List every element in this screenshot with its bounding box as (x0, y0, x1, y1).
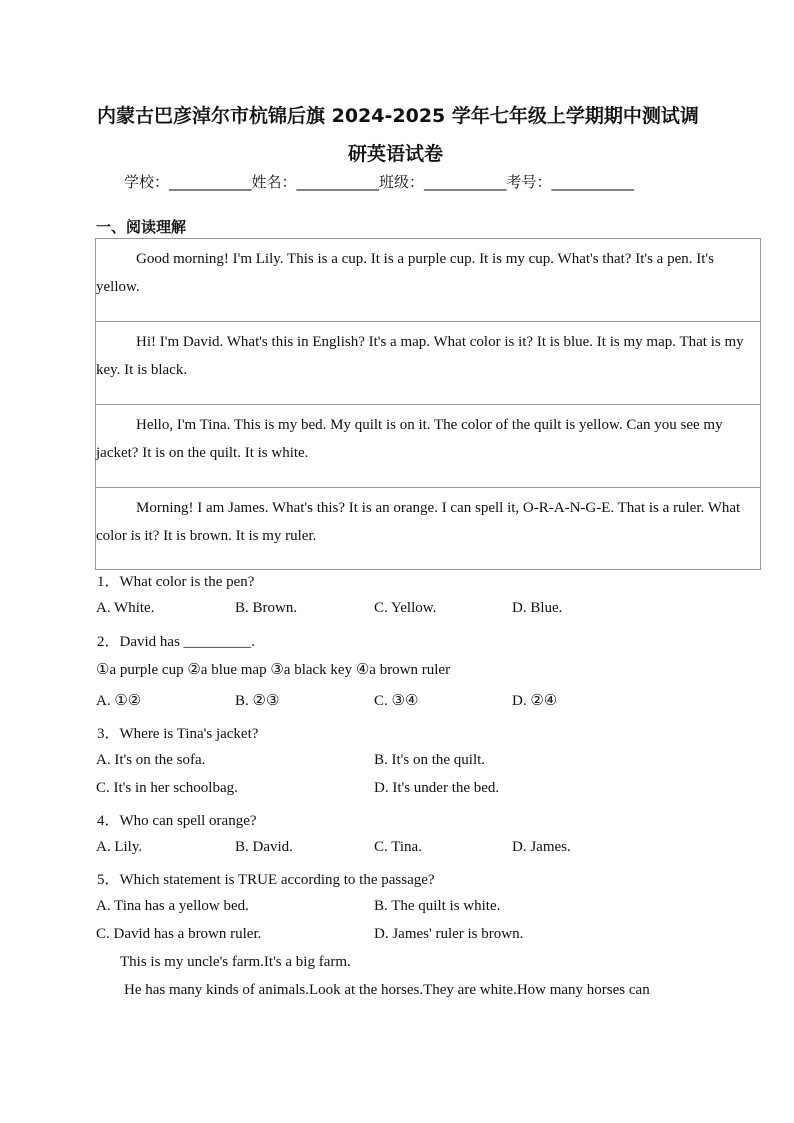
question-5-option-c[interactable]: C. David has a brown ruler. (96, 926, 262, 942)
question-2-option-c[interactable]: C. ③④ (374, 693, 419, 709)
passage-text-2: Hi! I'm David. What's this in English? It's a map. What color is it? It is blue. It is my map. That is my key. It is black. (96, 334, 744, 378)
section-heading: 一、阅读理解 (96, 218, 187, 236)
passage-text-3: Hello, I'm Tina. This is my bed. My quilt is on it. The color of the quilt is yellow. Can you see my jacket? It is on the quilt. It is white. (96, 417, 723, 461)
page-title-line2: 研英语试卷 (348, 143, 444, 165)
question-1-stem: 1．What color is the pen? (97, 574, 255, 590)
question-1-option-d[interactable]: D. Blue. (512, 600, 563, 616)
question-5-option-d[interactable]: D. James' ruler is brown. (374, 926, 524, 942)
student-info-line: 学校：___________姓名：___________班级：___________考号：___________ (124, 173, 635, 191)
question-3-option-c[interactable]: C. It's in her schoolbag. (96, 780, 238, 796)
question-4-stem: 4．Who can spell orange? (97, 813, 257, 829)
question-5-option-b[interactable]: B. The quilt is white. (374, 898, 501, 914)
question-1-option-b[interactable]: B. Brown. (235, 600, 298, 616)
question-5-stem: 5．Which statement is TRUE according to the passage? (97, 872, 435, 888)
next-passage-line-2: He has many kinds of animals.Look at the horses.They are white.How many horses can (124, 982, 650, 998)
question-1-option-c[interactable]: C. Yellow. (374, 600, 437, 616)
question-2-option-b[interactable]: B. ②③ (235, 693, 280, 709)
passage-row-4 (96, 488, 760, 570)
question-3-option-d[interactable]: D. It's under the bed. (374, 780, 500, 796)
question-2-option-a[interactable]: A. ①② (96, 693, 142, 709)
passage-table (95, 238, 761, 570)
next-passage-line-1: This is my uncle's farm.It's a big farm. (120, 954, 351, 970)
question-4-option-d[interactable]: D. James. (512, 839, 571, 855)
question-3-stem: 3．Where is Tina's jacket? (97, 726, 259, 742)
question-1-option-a[interactable]: A. White. (96, 600, 155, 616)
passage-row-1 (96, 239, 760, 322)
question-4-option-b[interactable]: B. David. (235, 839, 293, 855)
question-4-option-a[interactable]: A. Lily. (96, 839, 143, 855)
question-2-choices-list: ①a purple cup ②a blue map ③a black key ④a brown ruler (96, 662, 451, 678)
question-2-option-d[interactable]: D. ②④ (512, 693, 558, 709)
question-2-stem: 2．David has _________. (97, 634, 255, 650)
page-title-line1: 内蒙古巴彦淖尔市杭锦后旗 2024-2025 学年七年级上学期期中测试调 (97, 105, 699, 127)
passage-text-1: Good morning! I'm Lily. This is a cup. It is a purple cup. It is my cup. What's that? It's a pen. It's yellow. (96, 251, 714, 295)
passage-row-2 (96, 322, 760, 405)
question-3-option-a[interactable]: A. It's on the sofa. (96, 752, 206, 768)
question-5-option-a[interactable]: A. Tina has a yellow bed. (96, 898, 249, 914)
question-3-option-b[interactable]: B. It's on the quilt. (374, 752, 486, 768)
passage-row-3 (96, 405, 760, 488)
passage-text-4: Morning! I am James. What's this? It is an orange. I can spell it, O-R-A-N-G-E. That is a ruler. What color is it? It is brown. It is my ruler. (96, 500, 741, 544)
question-4-option-c[interactable]: C. Tina. (374, 839, 422, 855)
